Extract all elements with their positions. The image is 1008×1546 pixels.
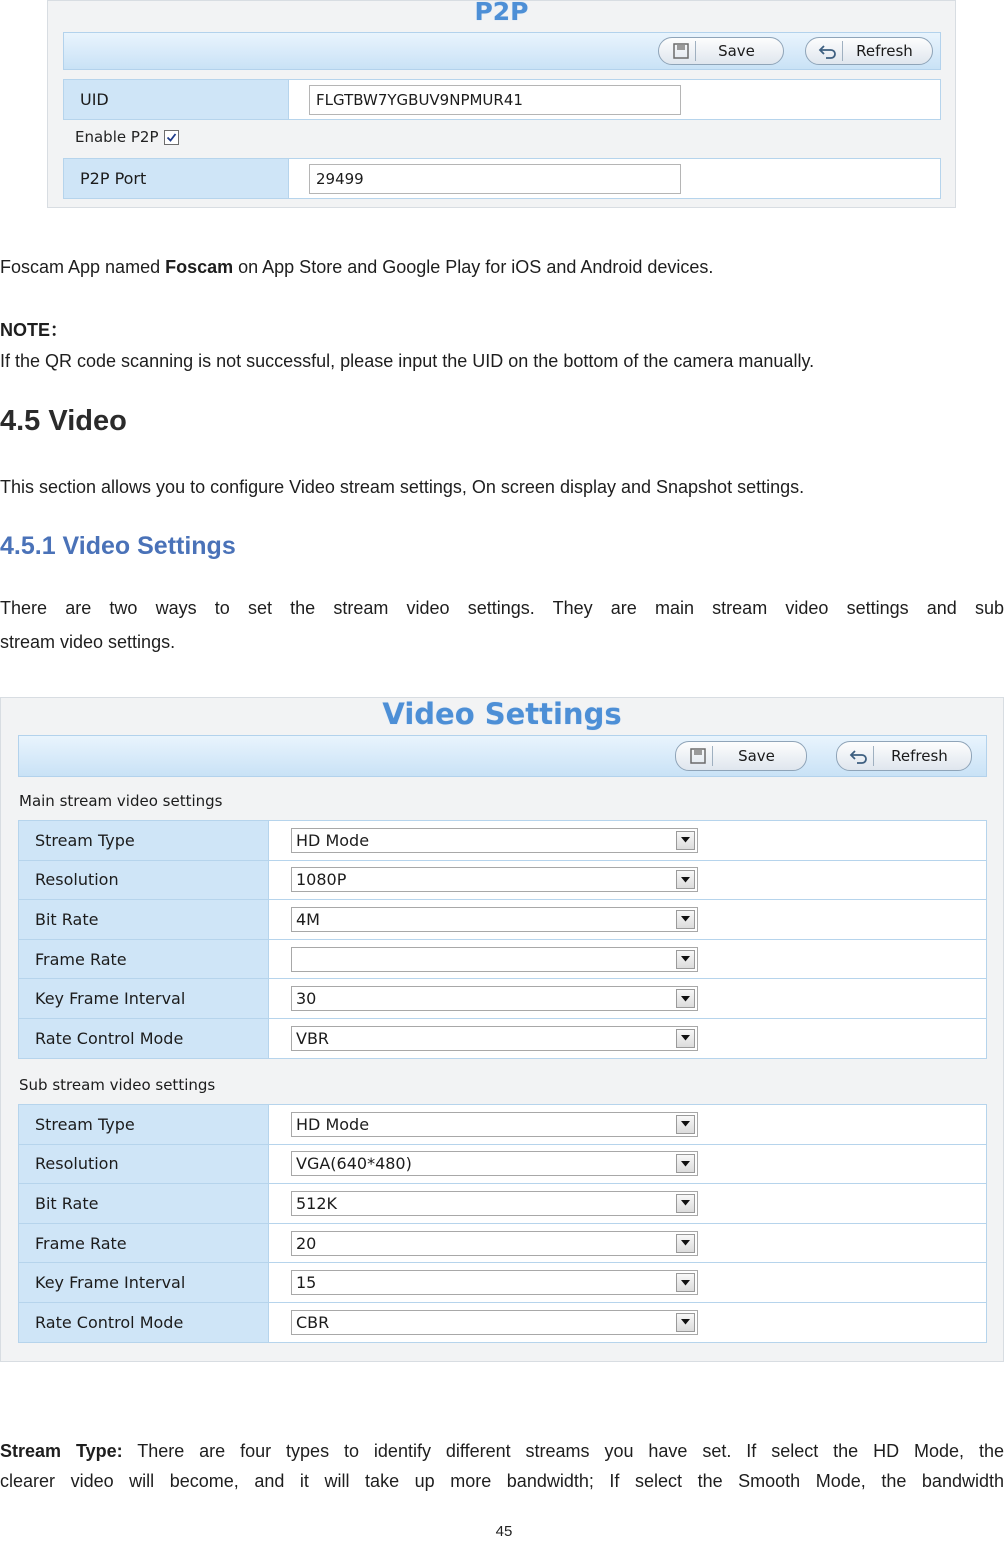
sub-stream-stream-type-label: Stream Type bbox=[19, 1105, 269, 1145]
chevron-down-icon[interactable] bbox=[676, 989, 695, 1008]
main-stream-section-label: Main stream video settings bbox=[19, 792, 223, 810]
sub-stream-bit-rate-value: 512K bbox=[296, 1193, 338, 1213]
sub-stream-table bbox=[18, 1104, 987, 1343]
note-body: If the QR code scanning is not successful, please input the UID on the bottom of the camera manually. bbox=[0, 351, 815, 371]
main-stream-row-frame-rate bbox=[19, 939, 987, 979]
p2p-port-table bbox=[63, 158, 941, 199]
main-stream-bit-rate-value: 4M bbox=[296, 909, 320, 929]
p2p-port-value: 29499 bbox=[316, 169, 364, 188]
chevron-down-icon[interactable] bbox=[676, 831, 695, 850]
stream-type-text-1: There are four types to identify different streams you have set. If select the HD Mode, the bbox=[122, 1441, 1004, 1461]
save-icon bbox=[684, 746, 713, 766]
video-toolbar bbox=[18, 735, 987, 777]
save-button[interactable] bbox=[675, 741, 807, 771]
sub-stream-stream-type-value: HD Mode bbox=[296, 1114, 370, 1134]
main-stream-key-frame-interval-select[interactable] bbox=[291, 986, 698, 1011]
sub-stream-resolution-label: Resolution bbox=[19, 1144, 269, 1184]
main-stream-resolution-label: Resolution bbox=[19, 860, 269, 900]
p2p-toolbar bbox=[63, 32, 941, 70]
sub-stream-rate-control-mode-label: Rate Control Mode bbox=[19, 1302, 269, 1342]
main-stream-resolution-select[interactable] bbox=[291, 867, 698, 892]
main-stream-rate-control-mode-value: VBR bbox=[296, 1028, 330, 1048]
uid-field[interactable] bbox=[309, 85, 681, 115]
main-stream-row-rate-control-mode bbox=[19, 1018, 987, 1058]
main-stream-rate-control-mode-label: Rate Control Mode bbox=[19, 1018, 269, 1058]
sub-stream-row-frame-rate bbox=[19, 1223, 987, 1263]
sub-stream-key-frame-interval-label: Key Frame Interval bbox=[19, 1263, 269, 1303]
main-stream-rate-control-mode-select[interactable] bbox=[291, 1026, 698, 1051]
main-stream-row-key-frame-interval bbox=[19, 979, 987, 1019]
sub-stream-row-rate-control-mode bbox=[19, 1302, 987, 1342]
video-settings-title: Video Settings bbox=[382, 697, 622, 731]
sub-stream-bit-rate-select[interactable] bbox=[291, 1191, 698, 1216]
foscam-app-paragraph bbox=[0, 254, 713, 280]
main-stream-frame-rate-select[interactable] bbox=[291, 947, 698, 972]
enable-p2p-checkbox[interactable] bbox=[164, 130, 179, 145]
main-stream-stream-type-select[interactable] bbox=[291, 828, 698, 853]
chevron-down-icon[interactable] bbox=[676, 1154, 695, 1173]
uid-field-value: FLGTBW7YGBUV9NPMUR41 bbox=[316, 90, 523, 109]
sub-stream-row-bit-rate bbox=[19, 1184, 987, 1224]
sub-stream-frame-rate-value: 20 bbox=[296, 1233, 317, 1253]
save-icon bbox=[667, 41, 696, 61]
video-intro: This section allows you to configure Video stream settings, On screen display and Snapshot settings. bbox=[0, 477, 805, 497]
main-stream-frame-rate-label: Frame Rate bbox=[19, 939, 269, 979]
main-stream-table bbox=[18, 820, 987, 1059]
checkmark-icon bbox=[166, 132, 177, 143]
main-stream-bit-rate-label: Bit Rate bbox=[19, 900, 269, 940]
refresh-icon bbox=[845, 746, 874, 766]
enable-p2p-label: Enable P2P bbox=[75, 128, 159, 146]
main-stream-stream-type-value: HD Mode bbox=[296, 830, 370, 850]
foscam-app-text-post: on App Store and Google Play for iOS and Android devices. bbox=[233, 257, 714, 277]
sub-stream-bit-rate-label: Bit Rate bbox=[19, 1184, 269, 1224]
enable-p2p-row bbox=[75, 128, 179, 146]
uid-label: UID bbox=[64, 80, 289, 120]
sub-stream-key-frame-interval-select[interactable] bbox=[291, 1270, 698, 1295]
sub-stream-frame-rate-select[interactable] bbox=[291, 1231, 698, 1256]
refresh-button-label: Refresh bbox=[891, 747, 948, 765]
p2p-port-label: P2P Port bbox=[64, 159, 289, 199]
two-ways-line-2: stream video settings. bbox=[0, 632, 176, 652]
stream-type-line-2: clearer video will become, and it will take up more bandwidth; If select the Smooth Mode, the bandwidth bbox=[0, 1471, 1004, 1491]
foscam-app-name: Foscam bbox=[165, 257, 234, 277]
stream-type-line-1 bbox=[0, 1438, 1004, 1464]
page-number: 45 bbox=[495, 1523, 513, 1540]
sub-stream-resolution-value: VGA(640*480) bbox=[296, 1154, 412, 1174]
sub-stream-row-key-frame-interval bbox=[19, 1263, 987, 1303]
chevron-down-icon[interactable] bbox=[676, 910, 695, 929]
sub-stream-stream-type-select[interactable] bbox=[291, 1112, 698, 1137]
sub-stream-rate-control-mode-select[interactable] bbox=[291, 1310, 698, 1335]
chevron-down-icon[interactable] bbox=[676, 950, 695, 969]
chevron-down-icon[interactable] bbox=[676, 1029, 695, 1048]
note-title: NOTE： bbox=[0, 320, 69, 340]
p2p-panel-title: P2P bbox=[474, 0, 529, 26]
sub-stream-frame-rate-label: Frame Rate bbox=[19, 1223, 269, 1263]
foscam-app-text-pre: Foscam App named bbox=[0, 257, 166, 277]
chevron-down-icon[interactable] bbox=[676, 1273, 695, 1292]
refresh-icon bbox=[814, 41, 843, 61]
chevron-down-icon[interactable] bbox=[676, 1313, 695, 1332]
main-stream-bit-rate-select[interactable] bbox=[291, 907, 698, 932]
main-stream-row-bit-rate bbox=[19, 900, 987, 940]
two-ways-line-1: There are two ways to set the stream video settings. They are main stream video settings and sub bbox=[0, 598, 1004, 618]
sub-stream-resolution-select[interactable] bbox=[291, 1151, 698, 1176]
chevron-down-icon[interactable] bbox=[676, 870, 695, 889]
sub-stream-row-stream-type bbox=[19, 1105, 987, 1145]
sub-stream-section-label: Sub stream video settings bbox=[19, 1076, 216, 1094]
video-settings-panel bbox=[0, 697, 1004, 1362]
main-stream-resolution-value: 1080P bbox=[296, 870, 347, 890]
save-button-label: Save bbox=[738, 747, 775, 765]
refresh-button[interactable] bbox=[805, 37, 933, 65]
sub-stream-key-frame-interval-value: 15 bbox=[296, 1273, 317, 1293]
section-heading-video-settings: 4.5.1 Video Settings bbox=[0, 532, 236, 560]
stream-type-bold: Stream Type: bbox=[0, 1441, 123, 1461]
main-stream-key-frame-interval-value: 30 bbox=[296, 989, 317, 1009]
main-stream-stream-type-label: Stream Type bbox=[19, 821, 269, 861]
sub-stream-row-resolution bbox=[19, 1144, 987, 1184]
chevron-down-icon[interactable] bbox=[676, 1115, 695, 1134]
p2p-uid-table bbox=[63, 79, 941, 120]
section-heading-video: 4.5 Video bbox=[0, 405, 127, 437]
refresh-button-label: Refresh bbox=[856, 42, 913, 60]
main-stream-key-frame-interval-label: Key Frame Interval bbox=[19, 979, 269, 1019]
p2p-port-field[interactable] bbox=[309, 164, 681, 194]
chevron-down-icon[interactable] bbox=[676, 1234, 695, 1253]
save-button-label: Save bbox=[718, 42, 755, 60]
main-stream-row-stream-type bbox=[19, 821, 987, 861]
p2p-panel bbox=[47, 0, 956, 208]
save-button[interactable] bbox=[658, 37, 784, 65]
chevron-down-icon[interactable] bbox=[676, 1194, 695, 1213]
sub-stream-rate-control-mode-value: CBR bbox=[296, 1312, 330, 1332]
refresh-button[interactable] bbox=[836, 741, 972, 771]
main-stream-row-resolution bbox=[19, 860, 987, 900]
